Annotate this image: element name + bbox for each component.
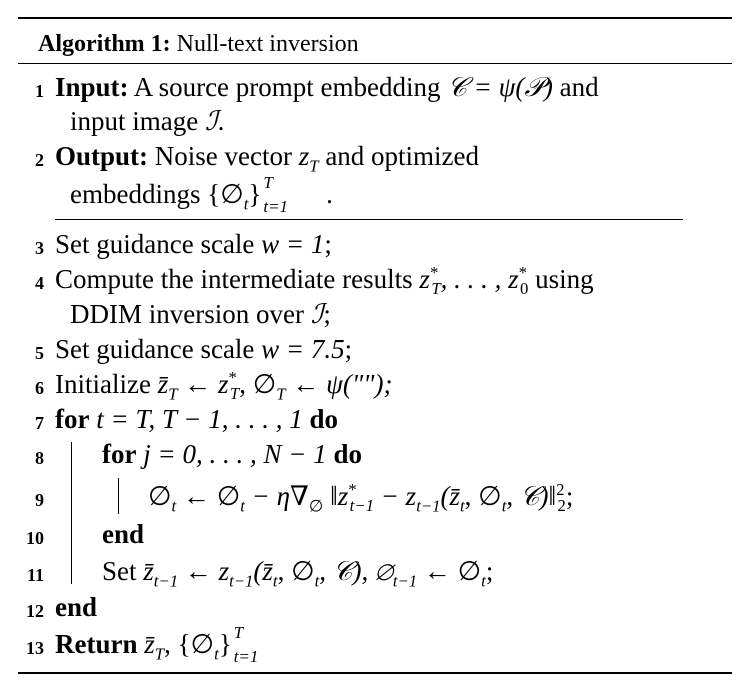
math-expr: w = 1 [261, 229, 325, 259]
math-sub: t=1 [233, 647, 259, 666]
line-text: A source prompt embedding [128, 72, 448, 102]
math-expr: , {∅ [164, 629, 215, 659]
math-sub: t−1 [153, 571, 179, 591]
line-tail: . [319, 179, 333, 209]
math-expr: ← z [178, 556, 230, 586]
algorithm-title [38, 30, 359, 58]
line-text: Set [102, 556, 144, 586]
title-rule [18, 63, 732, 64]
math-expr: , 𝒞)‖ [506, 481, 557, 511]
for-keyword: for [55, 404, 90, 434]
line-text: input image [70, 106, 205, 136]
math-sub: 2 [557, 496, 566, 516]
math-expr: , 𝒞), ∅ [319, 556, 393, 586]
bottom-rule [18, 672, 732, 674]
math-expr: {∅ [207, 179, 244, 209]
math-close: } [218, 629, 232, 659]
line-tail: . [217, 106, 225, 136]
math-expr: z̄ [137, 629, 155, 659]
line-number: 2 [35, 150, 44, 170]
math-expr: , ∅ [277, 556, 315, 586]
math-expr: (z̄ [440, 481, 460, 511]
math-expr: z̄ [157, 369, 169, 399]
math-sub: t−1 [229, 571, 254, 591]
return-keyword: Return [55, 629, 138, 659]
top-rule [18, 17, 732, 19]
line-number: 10 [26, 528, 44, 548]
math-expr: ℐ [310, 299, 324, 330]
math-sub: T [168, 384, 178, 404]
line-number: 8 [35, 448, 44, 468]
math-sub: T [431, 279, 441, 299]
math-sub: t−1 [349, 496, 374, 516]
math-sup: T [233, 623, 244, 642]
math-sub: t [460, 496, 465, 516]
line-number: 1 [35, 81, 44, 101]
line-tail: and optimized [318, 141, 480, 171]
line-tail: and [552, 72, 599, 102]
math-expr: , . . . , z [440, 264, 519, 294]
do-keyword: do [309, 404, 338, 434]
math-expr: z [298, 141, 310, 171]
math-sup: * [348, 480, 357, 499]
math-sub: t [243, 194, 249, 214]
line-number: 3 [35, 238, 44, 258]
math-sub: t [481, 571, 486, 591]
math-expr: w = 7.5 [261, 334, 345, 364]
line-number: 9 [35, 490, 44, 510]
output-keyword: Output: [55, 141, 149, 171]
math-expr: − z [373, 481, 417, 511]
math-sup: * [518, 263, 528, 282]
math-sub: 0 [520, 279, 529, 299]
math-expr: − η∇ [244, 481, 309, 511]
math-sub: t [314, 571, 320, 591]
line-number: 7 [35, 413, 44, 433]
line-text: Set guidance scale [55, 229, 262, 259]
line-text: embeddings [70, 179, 208, 209]
math-expr: ℐ [204, 106, 218, 137]
math-expr: ← ∅ [176, 481, 241, 511]
math-expr: ∅ [148, 481, 172, 511]
line-number: 13 [26, 638, 44, 658]
algorithm-name: Null-text inversion [176, 31, 359, 57]
end-keyword: end [102, 519, 145, 549]
math-sub: T [309, 156, 319, 176]
math-expr: 𝒞 = ψ(𝒫) [447, 72, 553, 102]
math-expr: , ∅ [464, 481, 502, 511]
line-text: DDIM inversion over [70, 299, 311, 329]
outer-loop-bar [71, 442, 72, 584]
inner-loop-bar [118, 478, 119, 514]
io-separator-rule [55, 219, 683, 220]
math-sub: t [501, 496, 507, 516]
math-sub: T [154, 644, 165, 664]
line-tail: ; [485, 556, 494, 586]
math-close: } [248, 179, 262, 209]
math-sub: ∅ [308, 496, 324, 516]
math-expr: , ∅ [239, 369, 277, 399]
math-sub: t [240, 496, 245, 516]
math-expr: t = T, T − 1, . . . , 1 [89, 404, 310, 434]
math-sup: T [263, 173, 273, 192]
math-sub: t [214, 644, 219, 664]
line-tail: ; [565, 481, 574, 511]
math-expr: ← ψ(""); [285, 369, 393, 399]
math-sub: t [272, 571, 278, 591]
math-sub: t−1 [416, 496, 441, 516]
math-expr: j = 0, . . . , N − 1 [136, 439, 334, 469]
math-expr: z̄ [143, 556, 154, 586]
line-number: 6 [35, 378, 44, 398]
input-keyword: Input: [55, 72, 129, 102]
line-text: Set guidance scale [55, 334, 262, 364]
line-text: Compute the intermediate results [55, 264, 420, 294]
math-sup: * [429, 263, 439, 282]
math-sub: T [229, 384, 240, 404]
math-expr: ‖z [323, 481, 349, 511]
math-sub: t [171, 496, 177, 516]
math-expr: (z̄ [253, 556, 273, 586]
line-tail: using [528, 264, 594, 294]
for-keyword: for [102, 439, 137, 469]
math-sub: t=1 [263, 197, 289, 216]
end-keyword: end [55, 592, 98, 622]
line-tail: ; [323, 299, 331, 329]
line-number: 11 [26, 565, 44, 585]
line-number: 12 [26, 601, 44, 621]
line-number: 4 [35, 273, 44, 293]
line-text: Initialize [55, 369, 158, 399]
algorithm-label: Algorithm 1: [38, 31, 171, 57]
math-sub: t−1 [392, 571, 418, 591]
do-keyword: do [333, 439, 362, 469]
line-tail: ; [344, 334, 353, 364]
math-expr: ← ∅ [417, 556, 482, 586]
math-expr: z [419, 264, 430, 294]
math-sup: * [228, 368, 237, 387]
line-tail: ; [324, 229, 332, 259]
math-sup: 2 [556, 480, 565, 499]
line-number: 5 [35, 343, 44, 363]
math-sub: T [276, 384, 286, 404]
line-text: Noise vector [148, 141, 299, 171]
math-expr: ← z [177, 369, 229, 399]
